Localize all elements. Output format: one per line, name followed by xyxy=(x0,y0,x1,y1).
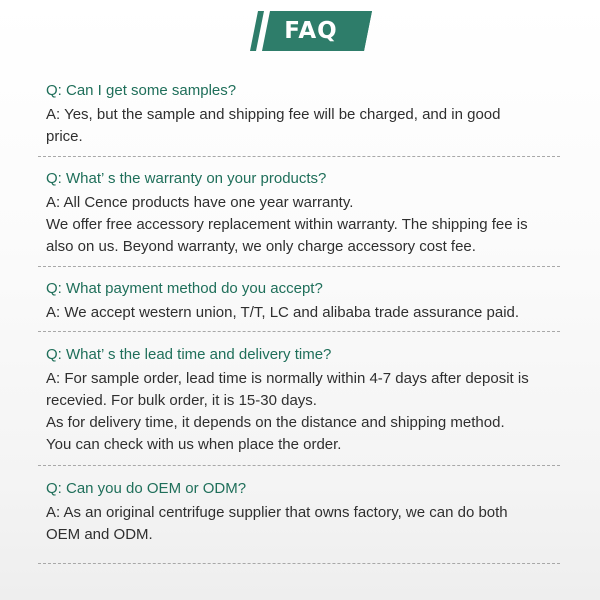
faq-answer xyxy=(46,192,566,258)
faq-answer xyxy=(46,368,566,456)
faq-answer-line: A: As an original centrifuge supplier that owns factory, we can do both xyxy=(46,504,508,521)
faq-divider xyxy=(38,465,560,466)
faq-answer xyxy=(46,302,566,324)
faq-divider xyxy=(38,331,560,332)
faq-item-samples xyxy=(46,80,566,148)
faq-answer-line: You can check with us when place the order. xyxy=(46,436,342,453)
faq-question: Q: Can I get some samples? xyxy=(46,82,237,99)
faq-answer xyxy=(46,104,566,148)
faq-divider xyxy=(38,266,560,267)
faq-answer-line: A: For sample order, lead time is normally within 4-7 days after deposit is xyxy=(46,370,529,387)
faq-answer-line: We offer free accessory replacement within warranty. The shipping fee is xyxy=(46,216,528,233)
faq-question: Q: Can you do OEM or ODM? xyxy=(46,480,247,497)
faq-item-lead-time xyxy=(46,344,566,456)
faq-question: Q: What’ s the warranty on your products? xyxy=(46,170,327,187)
faq-answer xyxy=(46,502,566,546)
faq-answer-line: also on us. Beyond warranty, we only charge accessory cost fee. xyxy=(46,238,476,255)
page-title: FAQ xyxy=(284,18,338,44)
faq-answer-line: OEM and ODM. xyxy=(46,526,153,543)
faq-question: Q: What payment method do you accept? xyxy=(46,280,323,297)
faq-divider xyxy=(38,563,560,564)
faq-divider xyxy=(38,156,560,157)
faq-item-warranty xyxy=(46,168,566,258)
faq-answer-line: A: We accept western union, T/T, LC and alibaba trade assurance paid. xyxy=(46,304,520,321)
faq-answer-line: price. xyxy=(46,128,83,145)
faq-answer-line: recevied. For bulk order, it is 15-30 days. xyxy=(46,392,317,409)
faq-answer-line: A: All Cence products have one year warranty. xyxy=(46,194,354,211)
faq-answer-line: A: Yes, but the sample and shipping fee will be charged, and in good xyxy=(46,106,501,123)
faq-item-oem-odm xyxy=(46,478,566,546)
faq-item-payment xyxy=(46,278,566,324)
faq-question: Q: What’ s the lead time and delivery time? xyxy=(46,346,332,363)
faq-answer-line: As for delivery time, it depends on the distance and shipping method. xyxy=(46,414,505,431)
